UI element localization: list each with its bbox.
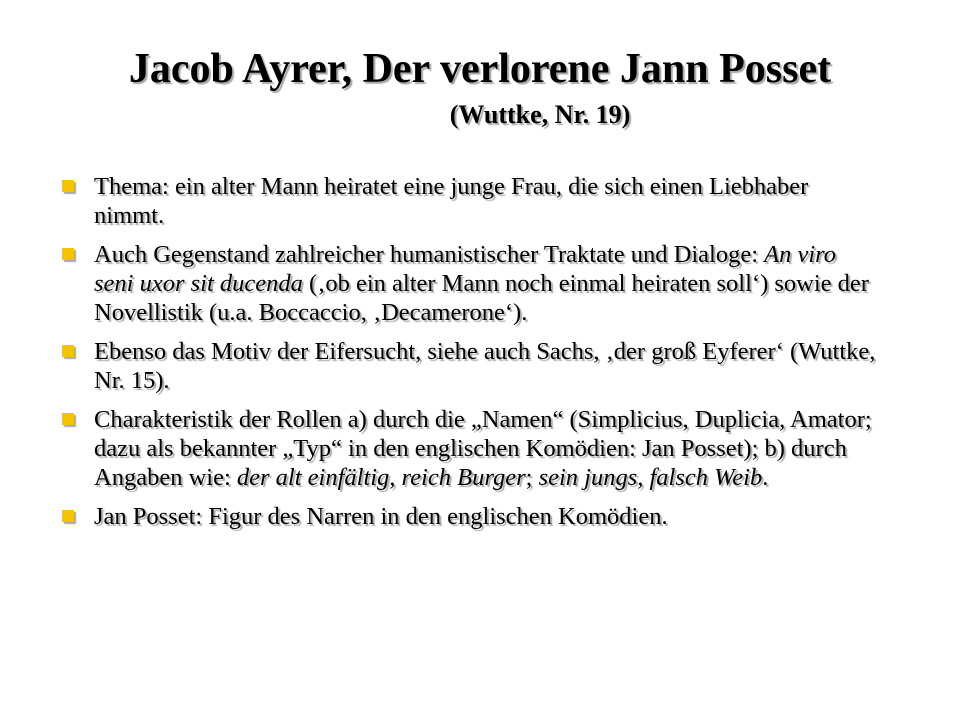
slide-subtitle: (Wuttke, Nr. 19) (449, 100, 631, 129)
bullet-text-pre: Auch Gegenstand zahlreicher humanistischer Traktate und Dialoge: (94, 241, 765, 268)
bullet-item-3 (60, 337, 880, 395)
bullet-item-4 (60, 405, 880, 492)
bullet-text: Thema: ein alter Mann heiratet eine junge Frau, die sich einen Liebhaber nimmt. (94, 173, 809, 229)
square-bullet-icon (62, 413, 74, 425)
square-bullet-icon (62, 248, 74, 260)
slide-title: Jacob Ayrer, Der verlorene Jann Posset (128, 46, 832, 92)
bullet-text-italic-1: der alt einfältig, reich Burger (236, 464, 526, 491)
bullet-text-mid: ; (525, 464, 539, 491)
bullet-text-post: (‚ob ein alter Mann noch einmal heiraten soll‘) sowie der Novellistik (u.a. Boccaccio, ‚Decamerone‘). (94, 270, 869, 326)
square-bullet-icon (62, 180, 74, 192)
bullet-text-post: . (762, 464, 769, 491)
bullet-list (60, 172, 880, 541)
bullet-text: Jan Posset: Figur des Narren in den englischen Komödien. (94, 503, 668, 530)
bullet-item-5 (60, 502, 880, 531)
bullet-item-1 (60, 172, 880, 230)
square-bullet-icon (62, 345, 74, 357)
bullet-text-pre: Charakteristik der Rollen a) durch die „Namen“ (Simplicius, Duplicia, Amator; dazu als bekannter „Typ“ in den englischen Komödien: Jan Posset); b) durch Angaben wie: (94, 406, 872, 491)
bullet-text-italic-2: sein jungs, falsch Weib (538, 464, 763, 491)
title-block (40, 46, 920, 130)
bullet-text-italic: An viro seni uxor sit ducenda (94, 241, 837, 297)
square-bullet-icon (62, 510, 74, 522)
bullet-item-2 (60, 240, 880, 327)
bullet-text: Ebenso das Motiv der Eifersucht, siehe auch Sachs, ‚der groß Eyferer‘ (Wuttke, Nr. 15). (94, 338, 876, 394)
